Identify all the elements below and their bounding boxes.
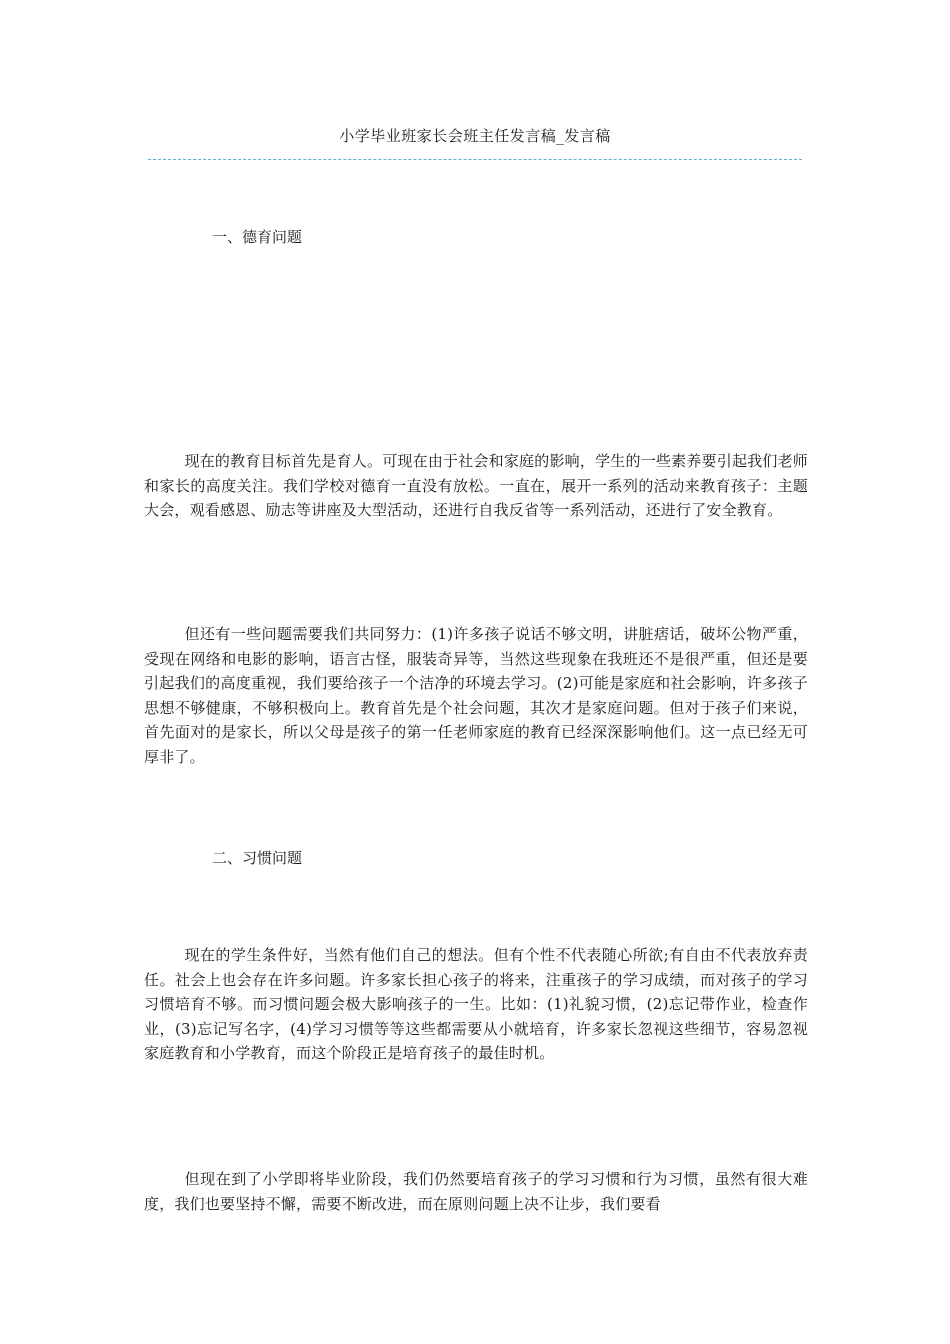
section-heading-moral: 一、德育问题 <box>212 228 303 246</box>
title-divider <box>148 159 802 160</box>
paragraph-habits-2: 但现在到了小学即将毕业阶段，我们仍然要培育孩子的学习习惯和行为习惯，虽然有很大难度，我们也要坚持不懈，需要不断改进，而在原则问题上决不让步，我们要看 <box>144 1170 808 1213</box>
paragraph-moral-1: 现在的教育目标首先是育人。可现在由于社会和家庭的影响，学生的一些素养要引起我们老师和家长的高度关注。我们学校对德育一直没有放松。一直在，展开一系列的活动来教育孩子：主题大会，观看感恩、励志等讲座及大型活动，还进行自我反省等一系列活动，还进行了安全教育。 <box>144 452 808 520</box>
document-title: 小学毕业班家长会班主任发言稿_发言稿 <box>339 127 611 145</box>
section-heading-habits: 二、习惯问题 <box>212 849 303 867</box>
paragraph-habits-1: 现在的学生条件好，当然有他们自己的想法。但有个性不代表随心所欲;有自由不代表放弃责任。社会上也会存在许多问题。许多家长担心孩子的将来，注重孩子的学习成绩，而对孩子的学习习惯培育不够。而习惯问题会极大影响孩子的一生。比如：(1)礼貌习惯，(2)忘记带作业，检查作业，(3)忘记写名字，(4)学习习惯等等这些都需要从小就培育，许多家长忽视这些细节，容易忽视家庭教育和小学教育，而这个阶段正是培育孩子的最佳时机。 <box>144 946 808 1063</box>
paragraph-moral-2: 但还有一些问题需要我们共同努力：(1)许多孩子说话不够文明，讲脏痞话，破坏公物严重，受现在网络和电影的影响，语言古怪，服装奇异等，当然这些现象在我班还不是很严重，但还是要引起我们的高度重视，我们要给孩子一个洁净的环境去学习。(2)可能是家庭和社会影响，许多孩子思想不够健康，不够积极向上。教育首先是个社会问题，其次才是家庭问题。但对于孩子们来说，首先面对的是家长，所以父母是孩子的第一任老师家庭的教育已经深深影响他们。这一点已经无可厚非了。 <box>144 625 808 766</box>
